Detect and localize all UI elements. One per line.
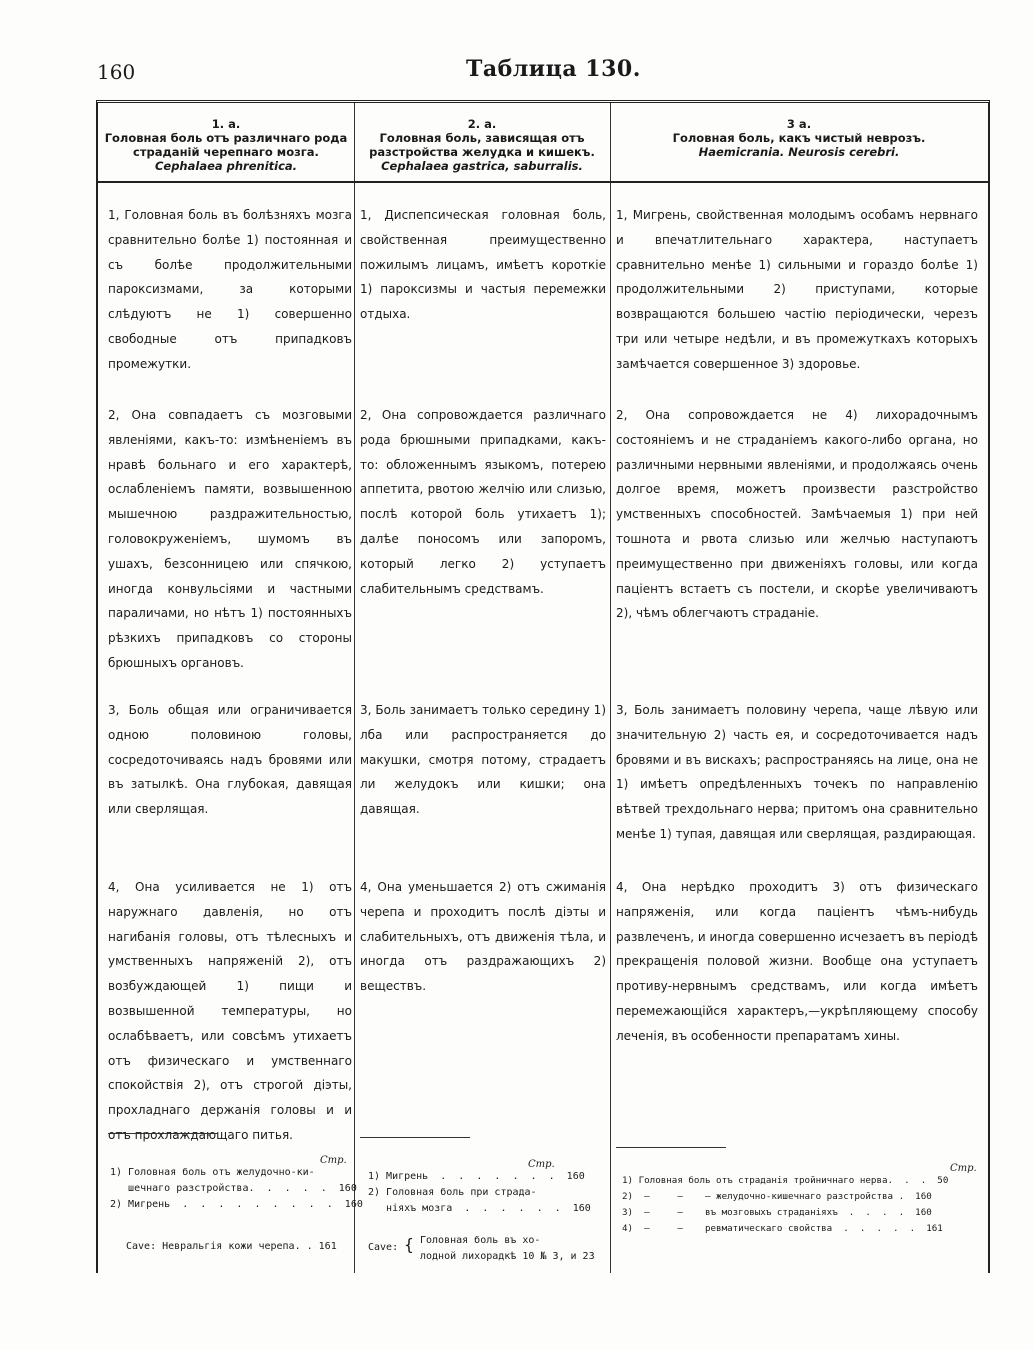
column-2: [354, 103, 610, 173]
cave-label: Cave:: [368, 1242, 399, 1253]
column-number: 2. а.: [467, 117, 497, 131]
paragraph: 3, Боль занимаетъ только середину 1) лба или распространяется до макушки, смотря потому, страдаетъ ли желудокъ или кишки; она давящая.: [360, 703, 606, 817]
column-latin-name: Cephalaea gastrica, saburralis.: [381, 159, 583, 173]
footnote: шечнаго разстройства. . . . . 160: [110, 1183, 357, 1194]
footnotes: [368, 1169, 608, 1217]
brace: {: [404, 1235, 414, 1254]
paragraph: 2, Она сопровождается различнаго рода брюшными припадками, какъ-то: обложеннымъ языкомъ, потерею аппетита, рвотою желчію или слизью, послѣ которой боль утихаетъ 1); далѣе поносомъ или запоромъ, который легко 2) уступаетъ слабительнымъ средствамъ.: [360, 408, 606, 596]
footnote: 2) Мигрень . . . . . . . . . 160: [110, 1199, 363, 1210]
paragraph: 1, Головная боль въ болѣзняхъ мозга сравнительно болѣе 1) постоянная и съ болѣе продолжительными пароксизмами, за которыми слѣдуютъ не 1) совершенно свободные отъ припадковъ промежутки.: [108, 208, 352, 371]
column-2-header: [354, 103, 610, 173]
column-divider: [610, 103, 611, 1273]
page-number: 160: [97, 60, 136, 84]
column-heading: Головная боль, зависящая отъ разстройства желудка и кишекъ.: [369, 131, 595, 159]
page-title: Таблица 130.: [466, 56, 641, 82]
column-number: 3 а.: [786, 117, 812, 131]
paragraph: 4, Она усиливается не 1) отъ наружнаго давленія, но отъ нагибанія головы, отъ тѣлесныхъ и умственныхъ напряженій 2), отъ возбуждающей 1) пищи и возвышенной температуры, но ослабѣваетъ, или совсѣмъ утихаетъ отъ физическаго и умственнаго спокойствія 2), отъ строгой діэты, прохладнаго держанія головы и и отъ прохлаждающаго питья.: [108, 880, 352, 1142]
column-divider: [354, 103, 355, 1273]
footnote-rule: [108, 1133, 218, 1134]
page-ref-label: Стр.: [320, 1155, 347, 1166]
cave-line: лодной лихорадкѣ 10 № 3, и 23: [420, 1251, 595, 1262]
footnote: 1) Головная боль отъ желудочно-ки-: [110, 1167, 315, 1178]
page-ref-label: Стр.: [950, 1163, 977, 1174]
paragraph: 1, Диспепсическая головная боль, свойственная преимущественно пожилымъ лицамъ, имѣетъ короткіе 1) пароксизмы и частыя перемежки отдыха.: [360, 208, 606, 322]
footnote-rule: [616, 1147, 726, 1148]
paragraph: 2, Она совпадаетъ съ мозговыми явленіями, какъ-то: измѣненіемъ въ нравѣ больнаго и его характерѣ, ослабленіемъ памяти, возвышенною мышечною раздражительностью, головокруженіемъ, шумомъ въ ушахъ, безсонницею или спячкою, иногда конвульсіями и частными параличами, но нѣтъ 1) постоянныхъ рѣзкихъ припадковъ со стороны брюшныхъ органовъ.: [108, 408, 352, 670]
header-rule: [98, 181, 988, 183]
comparison-table: [96, 100, 990, 1273]
cave-note: Cave: Невральгія кожи черепа. . 161: [126, 1241, 337, 1252]
cave-line: Головная боль въ хо-: [420, 1235, 541, 1246]
column-latin-name: Cephalaea phrenitica.: [154, 159, 298, 173]
column-heading: Головная боль, какъ чистый неврозъ.: [672, 131, 926, 145]
footnote: 1) Головная боль отъ страданія тройничнаго нерва. . . 50: [622, 1175, 949, 1186]
footnote: 4) — — ревматическаго свойства . . . . . 161: [622, 1223, 943, 1234]
page-ref-label: Стр.: [528, 1159, 555, 1170]
footnote-rule: [360, 1137, 470, 1138]
column-1: [98, 103, 354, 173]
cave-note: [368, 1235, 595, 1262]
column-1-header: [98, 103, 354, 173]
column-number: 1. а.: [211, 117, 241, 131]
paragraph: 3, Боль общая или ограничивается одною половиною головы, сосредоточиваясь надъ бровями или въ затылкѣ. Она глубокая, давящая или сверлящая.: [108, 703, 352, 817]
footnote: 2) Головная боль при страда-: [368, 1187, 537, 1198]
paragraph: 3, Боль занимаетъ половину черепа, чаще лѣвую или значительную 2) часть ея, и сосредоточивается надъ бровями и въ вискахъ; распространяясь на лице, она не 1) имѣетъ опредѣленныхъ точекъ по направленію вѣтвей трехдольнаго нерва; притомъ она сравнительно менѣе 1) тупая, давящая или сверлящая, раздирающая.: [616, 703, 978, 841]
paragraph: 4, Она уменьшается 2) отъ сжиманія черепа и проходитъ послѣ діэты и слабительныхъ, отъ движенія тѣла, и иногда отъ раздражающихъ 2) веществъ.: [360, 880, 606, 994]
footnotes: [110, 1165, 363, 1213]
column-heading: Головная боль отъ различнаго рода страданій черепнаго мозга.: [104, 131, 348, 159]
paragraph: 4, Она нерѣдко проходитъ 3) отъ физическаго напряженія, или когда паціентъ чѣмъ-нибудь развлеченъ, и иногда совершенно исчезаетъ въ періодѣ прекращенія половой жизни. Вообще она уступаетъ противу-нервнымъ средствамъ, или когда имѣетъ перемежающійся характеръ,—укрѣпляющему способу леченія, въ особенности препаратамъ хины.: [616, 880, 979, 1043]
footnote: 1) Мигрень . . . . . . . 160: [368, 1171, 585, 1182]
column-3: [610, 103, 988, 159]
footnote: 3) — — въ мозговыхъ страданіяхъ . . . . 160: [622, 1207, 932, 1218]
footnote: ніяхъ мозга . . . . . . 160: [368, 1203, 591, 1214]
footnote: 2) — — — желудочно-кишечнаго разстройства . 160: [622, 1191, 932, 1202]
paragraph: 1, Мигрень, свойственная молодымъ особамъ нервнаго и впечатлительнаго характера, наступаетъ сравнительно менѣе 1) сильными и гораздо болѣе 1) продолжительными 2) приступами, которые возвращаются большею частію періодически, черезъ три или четыре недѣли, и въ промежуткахъ которыхъ замѣчается совершенное 3) здоровье.: [616, 208, 978, 371]
column-3-header: [610, 103, 988, 159]
footnotes: [622, 1173, 982, 1237]
column-latin-name: Haemicrania. Neurosis cerebri.: [698, 145, 900, 159]
paragraph: 2, Она сопровождается не 4) лихорадочнымъ состояніемъ и не страданіемъ какого-либо органа, но различными нервными явленіями, и продолжаясь очень долгое время, можетъ произвести разстройство умственныхъ способностей. Замѣчаемыя 1) при ней тошнота и рвота слизью или желчью наступаютъ преимущественно при движеніяхъ головы, или когда паціентъ встаетъ съ постели, и скорѣе увеличиваютъ 2), чѣмъ облегчаютъ страданіе.: [616, 408, 978, 621]
